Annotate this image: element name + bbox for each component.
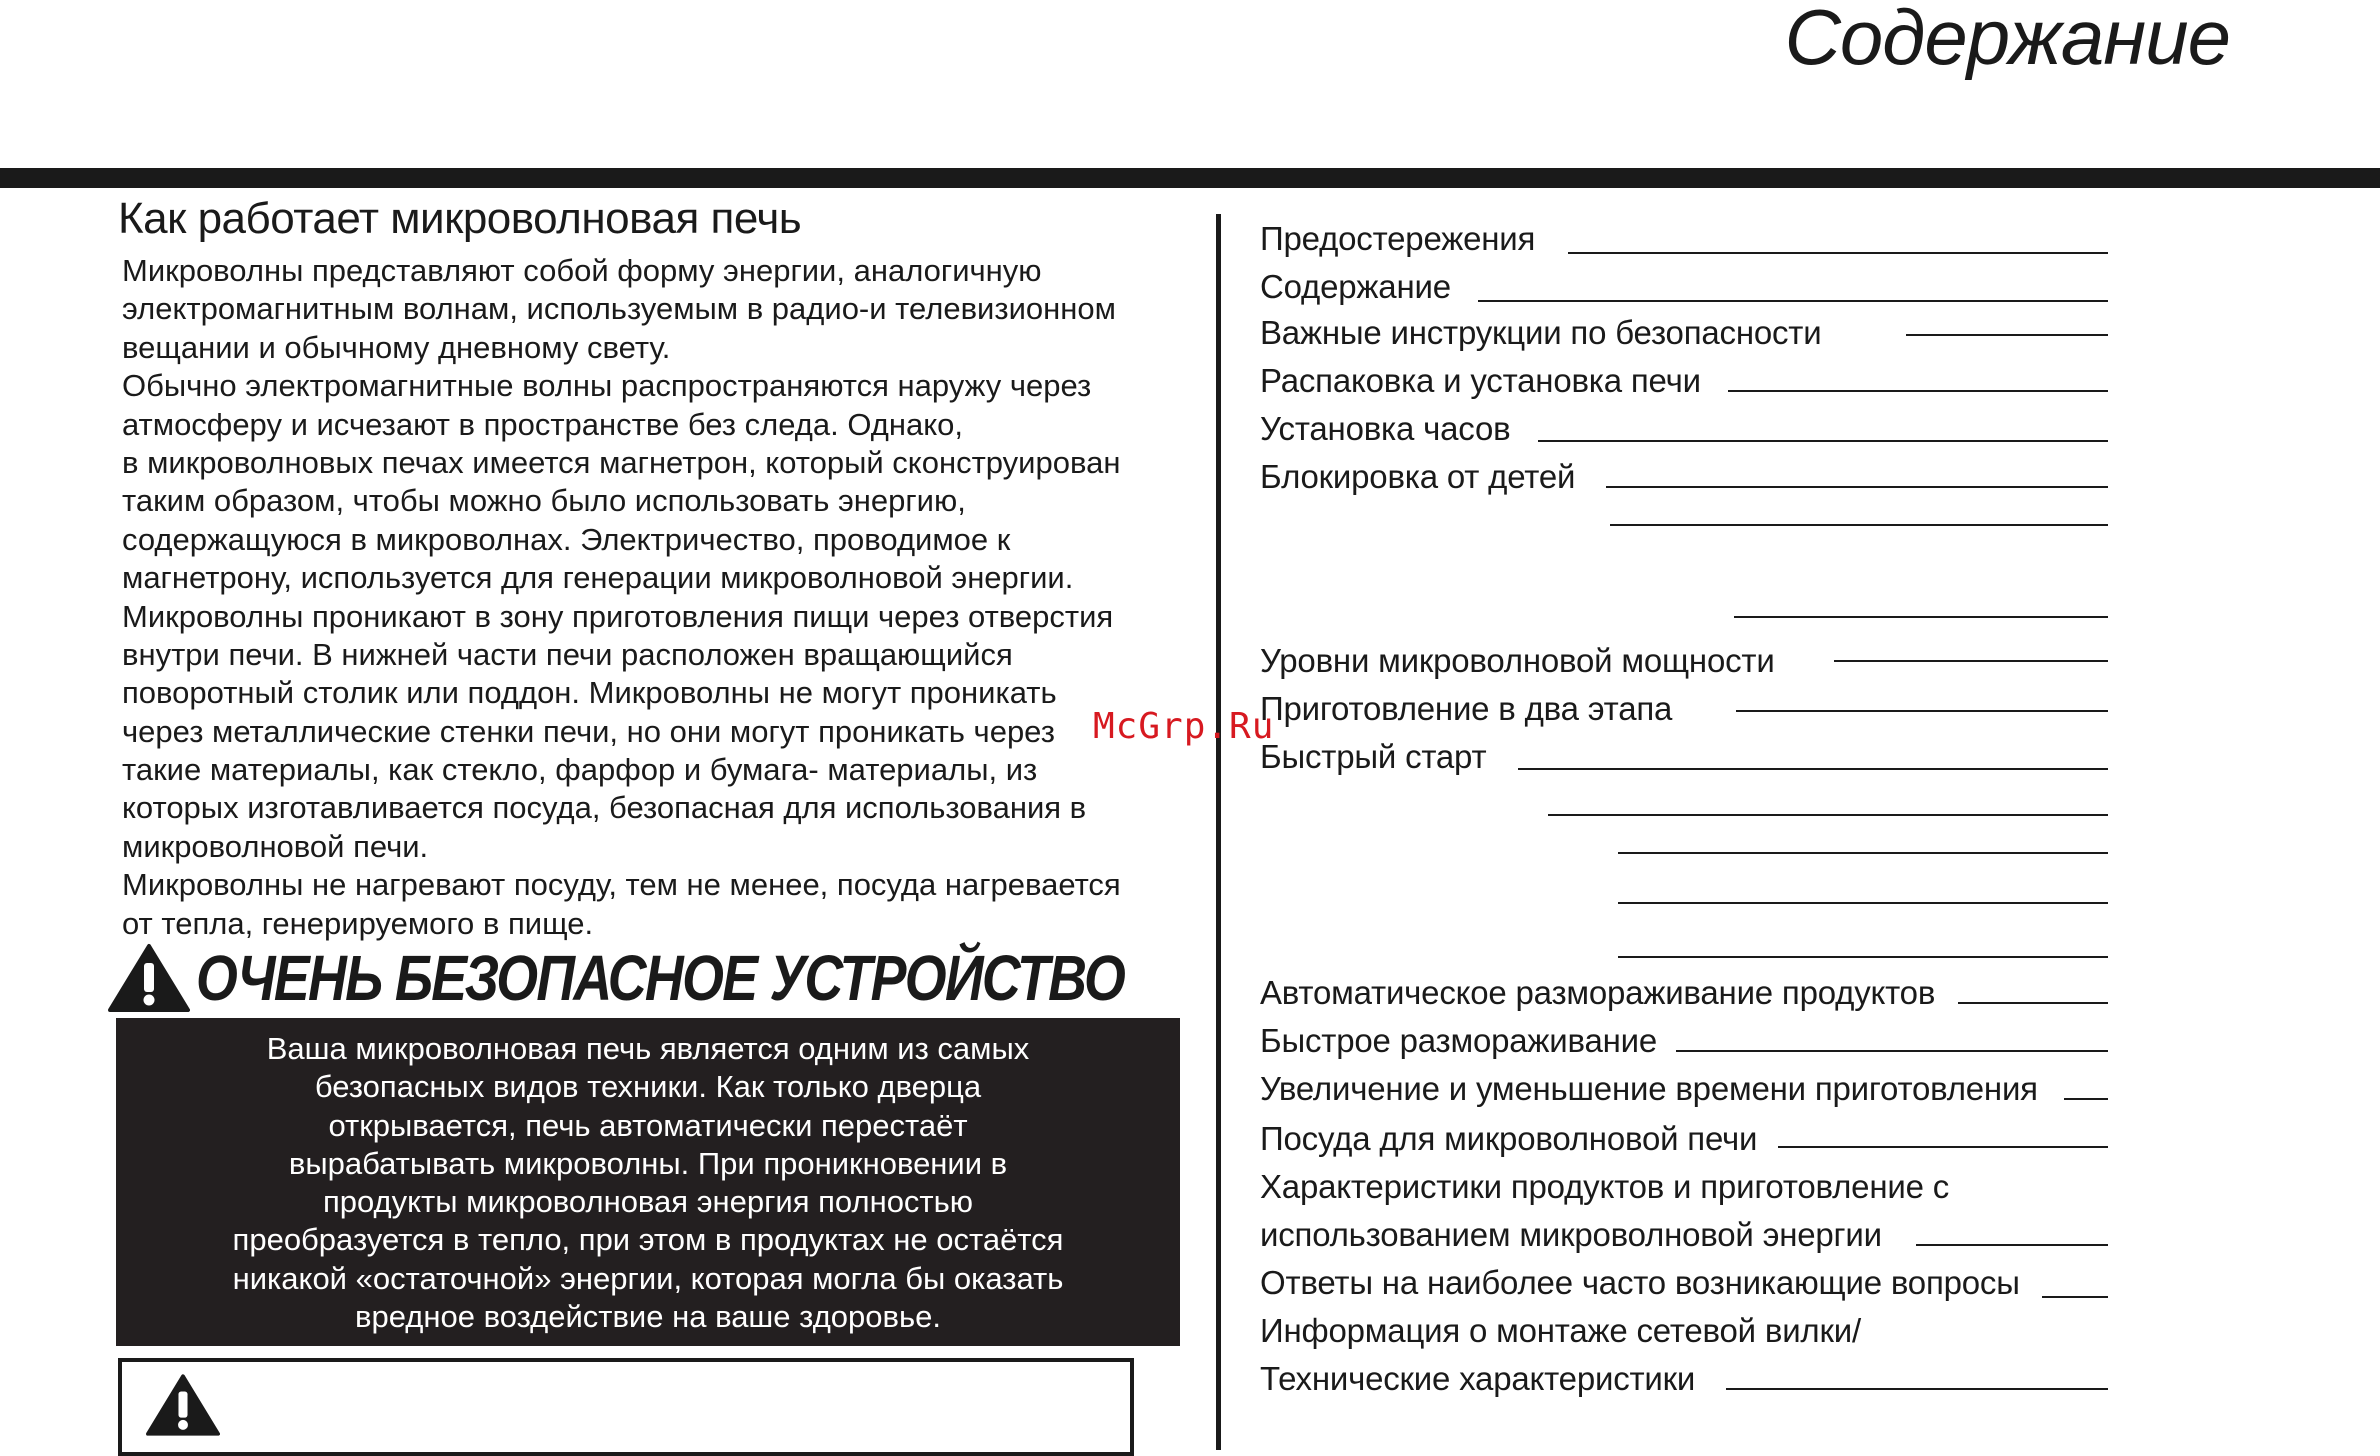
toc-entry[interactable]: Блокировка от детей (1260, 458, 1576, 495)
watermark: McGrp.Ru (1093, 706, 1275, 747)
toc-entry[interactable]: Быстрое размораживание (1260, 1022, 1658, 1059)
safety-heading (108, 938, 1301, 1018)
toc-entry[interactable]: Уровни микроволновой мощности (1260, 642, 1775, 679)
toc-leader-line (1726, 1388, 2108, 1390)
toc-entry[interactable]: Установка часов (1260, 410, 1511, 447)
toc-entry[interactable]: Характеристики продуктов и приготовление с (1260, 1168, 1950, 1205)
toc-entry[interactable]: Приготовление в два этапа (1260, 690, 1673, 727)
intro-line: поворотный столик или поддон. Микроволны не могут проникать (122, 675, 1057, 711)
intro-line: в микроволновых печах имеется магнетрон, который сконструирован (122, 444, 1121, 480)
warning-triangle-icon (146, 1372, 220, 1438)
caution-box (118, 1358, 1134, 1456)
toc-leader-line (1618, 902, 2108, 904)
toc-entry[interactable]: Автоматическое размораживание продуктов (1260, 974, 1936, 1011)
toc-leader-line (1568, 252, 2108, 254)
toc-leader-line (1606, 486, 2108, 488)
toc-entry[interactable]: Распаковка и установка печи (1260, 362, 1701, 399)
toc-leader-line (1618, 852, 2108, 854)
toc-leader-line (1834, 660, 2108, 662)
notice-line: открывается, печь автоматически перестаёт (328, 1107, 968, 1143)
toc-leader-line (1906, 334, 2108, 336)
toc-leader-line (1778, 1146, 2108, 1148)
intro-line: такие материалы, как стекло, фарфор и бумага- материалы, из (122, 752, 1038, 788)
intro-line: через металлические стенки печи, но они могут проникать через (122, 713, 1055, 749)
toc-leader-line (1916, 1244, 2108, 1246)
intro-line: Микроволны проникают в зону приготовления пищи через отверстия (122, 598, 1114, 634)
toc-leader-line (1538, 440, 2108, 442)
warning-triangle-icon (108, 943, 190, 1013)
toc-entry[interactable]: Посуда для микроволновой печи (1260, 1120, 1758, 1157)
page-title: Содержание (1784, 0, 2230, 81)
toc-leader-line (1734, 616, 2108, 618)
toc-entry[interactable]: Информация о монтаже сетевой вилки/ (1260, 1312, 1861, 1349)
toc-entry[interactable]: использованием микроволновой энергии (1260, 1216, 1882, 1253)
safety-heading-text: ОЧЕНЬ БЕЗОПАСНОЕ УСТРОЙСТВО (196, 942, 1125, 1014)
notice-line: вырабатывать микроволны. При проникновении в (288, 1145, 1008, 1181)
notice-line: Ваша микроволновая печь является одним из самых (266, 1031, 1030, 1066)
notice-line: вредное воздействие на ваше здоровье. (355, 1299, 941, 1335)
intro-line: внутри печи. В нижней части печи расположен вращающийся (122, 636, 1013, 672)
toc-leader-line (1728, 390, 2108, 392)
intro-line: микроволновой печи. (122, 828, 429, 864)
section-heading: Как работает микроволновая печь (118, 194, 802, 243)
intro-line: Микроволны представляют собой форму энергии, аналогичную (122, 253, 1042, 288)
notice-line: преобразуется в тепло, при этом в продуктах не остаётся (232, 1222, 1064, 1258)
toc-entry[interactable]: Предостережения (1260, 220, 1536, 257)
intro-line: Обычно электромагнитные волны распространяются наружу через (122, 368, 1092, 404)
intro-line: атмосферу и исчезают в пространстве без следа. Однако, (122, 406, 963, 442)
toc-entry[interactable]: Технические характеристики (1260, 1360, 1696, 1397)
toc-entry[interactable]: Важные инструкции по безопасности (1260, 314, 1822, 351)
toc-leader-line (1518, 768, 2108, 770)
intro-paragraph (122, 252, 1202, 943)
notice-line: продукты микроволновая энергия полностью (322, 1184, 974, 1220)
toc-leader-line (2064, 1098, 2108, 1100)
toc-leader-line (1478, 300, 2108, 302)
toc-entry[interactable]: Ответы на наиболее часто возникающие вопросы (1260, 1264, 2020, 1301)
intro-line: магнетрону, используется для генерации микроволновой энергии. (122, 560, 1074, 596)
safety-notice-box (116, 1018, 1180, 1346)
intro-line: таким образом, чтобы можно было использовать энергию, (122, 483, 966, 519)
toc-leader-line (1676, 1050, 2108, 1052)
toc-entry[interactable]: Содержание (1260, 268, 1451, 305)
toc-leader-line (1610, 524, 2108, 526)
intro-line: электромагнитным волнам, используемым в радио-и телевизионном (122, 291, 1116, 327)
toc-entry[interactable]: Увеличение и уменьшение времени приготовления (1260, 1070, 2038, 1107)
intro-line: от тепла, генерируемого в пище. (122, 905, 594, 941)
header-rule (0, 168, 2380, 188)
toc-entry[interactable]: Быстрый старт (1260, 738, 1487, 775)
toc-leader-line (2042, 1296, 2108, 1298)
intro-line: содержащуюся в микроволнах. Электричество, проводимое к (122, 521, 1011, 557)
toc-leader-line (1548, 814, 2108, 816)
intro-line: которых изготавливается посуда, безопасная для использования в (122, 790, 1087, 826)
notice-line: никакой «остаточной» энергии, которая могла бы оказать (232, 1260, 1064, 1296)
toc-leader-line (1958, 1002, 2108, 1004)
column-divider (1216, 214, 1221, 1450)
toc-leader-line (1618, 956, 2108, 958)
intro-line: Микроволны не нагревают посуду, тем не менее, посуда нагревается (122, 867, 1121, 903)
intro-line: вещании и обычному дневному свету. (122, 329, 671, 365)
notice-line: безопасных видов техники. Как только дверца (314, 1069, 982, 1105)
toc-leader-line (1736, 710, 2108, 712)
